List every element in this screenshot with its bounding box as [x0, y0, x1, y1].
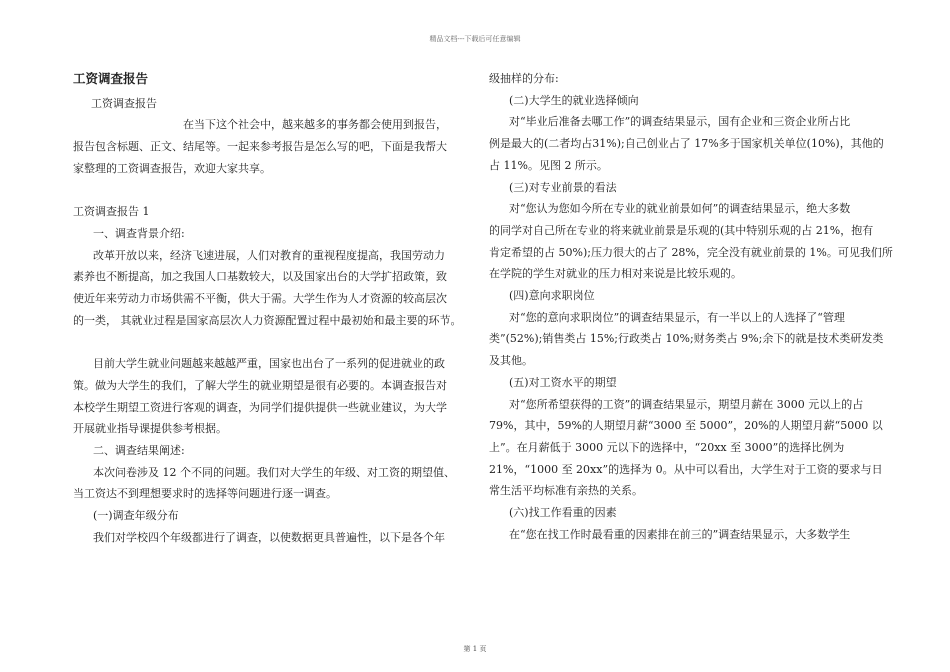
right-text-column [489, 68, 893, 545]
text-line: (六)找工作看重的因素 [509, 506, 617, 520]
text-line: 一、调查背景介绍: [93, 226, 185, 240]
text-line: 家整理的工资调查报告，欢迎大家共享。 [73, 161, 271, 175]
paragraph-gap [73, 180, 463, 202]
text-line: 及其他。 [489, 354, 533, 368]
text-line: 上”。在月薪低于 3000 元以下的选择中，“20xx 至 3000”的选择比例为 [489, 440, 845, 454]
text-line: 级抽样的分布: [489, 72, 559, 85]
text-line: 二、调查结果阐述: [93, 443, 185, 457]
text-line: 素养也不断提高，加之我国人口基数较大，以及国家出台的大学扩招政策，致 [73, 270, 447, 284]
page-number: 第 1 页 [463, 645, 487, 653]
text-line: 类”(52%);销售类占 15%;行政类占 10%;财务类占 9%;余下的就是技术类研发类 [489, 332, 884, 346]
left-text-column [73, 68, 463, 548]
text-line: 在学院的学生对就业的压力相对来说是比较乐观的。 [489, 267, 742, 281]
text-line: (四)意向求职岗位 [509, 289, 595, 303]
text-line: 报告包含标题、正文、结尾等。一起来参考报告是怎么写的吧，下面是我帮大 [73, 140, 447, 154]
text-line: 占 11%。见图 2 所示。 [489, 158, 608, 172]
document-header-note: 精品文档---下载后可任意编辑 [429, 35, 521, 43]
text-line: 对“毕业后准备去哪工作”的调查结果显示，国有企业和三资企业所占比 [509, 115, 851, 129]
text-line: 在“您在找工作时最看重的因素排在前三的”调查结果显示，大多数学生 [509, 527, 851, 541]
text-line: 对“您的意向求职岗位”的调查结果显示，有一半以上的人选择了“管理 [509, 310, 845, 324]
text-line: 工资调查报告 [91, 96, 157, 110]
text-line: 的一类， 其就业过程是国家高层次人力资源配置过程中最初始和最主要的环节。 [73, 313, 462, 327]
text-line: (三)对专业前景的看法 [509, 180, 617, 194]
text-line: 工资调查报告 1 [73, 205, 150, 219]
text-line: 本校学生期望工资进行客观的调查，为同学们提供提供一些就业建议，为大学 [73, 400, 447, 414]
text-line: 本次问卷涉及 12 个不同的问题。我们对大学生的年级、对工资的期望值、 [93, 465, 455, 479]
text-line: 对“您认为您如今所在专业的就业前景如何”的调查结果显示，绝大多数 [509, 202, 851, 216]
text-line: 肯定希望的占 50%);压力很大的占了 28%，完全没有就业前景的 1%。可见我们所 [489, 245, 893, 259]
text-line: (二)大学生的就业选择倾向 [509, 93, 639, 107]
text-line: 21%，“1000 至 20xx”的选择为 0。从中可以看出，大学生对于工资的要求与日 [489, 462, 883, 476]
document-title: 工资调查报告 [73, 71, 149, 86]
paragraph-gap [73, 331, 463, 353]
text-line: (五)对工资水平的期望 [509, 375, 617, 389]
text-line: 的同学对自己所在专业的将来就业前景是乐观的(其中特别乐观的占 21%，抱有 [489, 223, 874, 237]
text-line: 例是最大的(二者均占31%);自己创业占了 17%多于国家机关单位(10%)，其他的 [489, 137, 884, 151]
text-line: 改革开放以来，经济飞速进展，人们对教育的重视程度提高，我国劳动力 [93, 248, 445, 262]
text-line: 开展就业指导课提供参考根据。 [73, 422, 227, 436]
text-line: 对“您所希望获得的工资”的调查结果显示，期望月薪在 3000 元以上的占 [509, 397, 864, 411]
text-line: 目前大学生就业问题越来越越严重，国家也出台了一系列的促进就业的政 [93, 357, 445, 371]
text-line: 使近年来劳动力市场供需不平衡，供大于需。大学生作为人才资源的较高层次 [73, 292, 447, 306]
text-line: 我们对学校四个年级都进行了调查，以使数据更具普遍性，以下是各个年 [93, 530, 445, 544]
text-line: 79%，其中，59%的人期望月薪“3000 至 5000”，20%的人期望月薪“5000 以 [489, 419, 883, 433]
text-line: 在当下这个社会中，越来越多的事务都会使用到报告， [183, 118, 447, 132]
text-line: 策。做为大学生的我们，了解大学生的就业期望是很有必要的。本调查报告对 [73, 378, 447, 392]
text-line: 常生活平均标准有亲热的关系。 [489, 484, 643, 498]
text-line: 当工资达不到理想要求时的选择等问题进行逐一调查。 [73, 487, 337, 501]
text-line: (一)调查年级分布 [93, 509, 179, 523]
